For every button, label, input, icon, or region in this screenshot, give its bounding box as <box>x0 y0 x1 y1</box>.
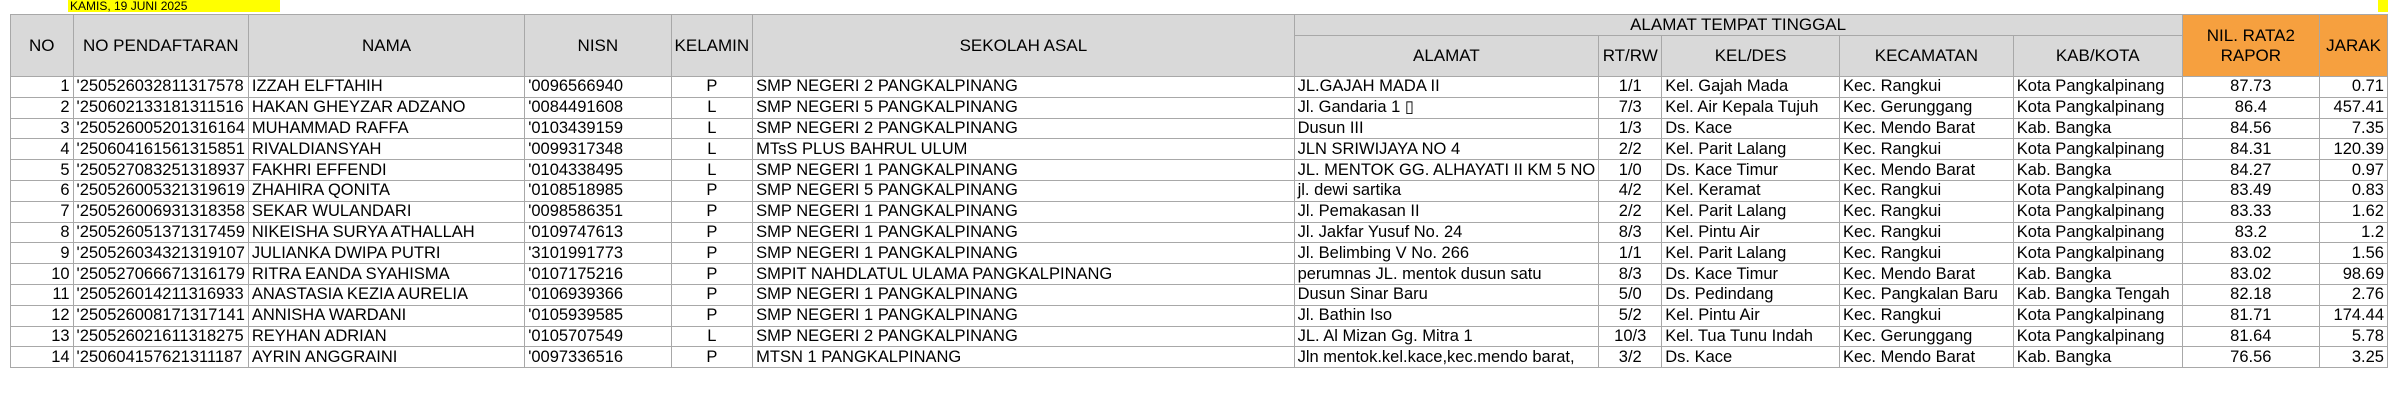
table-row <box>11 243 2388 264</box>
cell-nisn[interactable]: '0104338495 <box>525 160 671 181</box>
cell-nilai-rapor[interactable]: 84.27 <box>2182 160 2319 181</box>
table-row <box>11 118 2388 139</box>
table-row <box>11 160 2388 181</box>
cell-nama[interactable]: ANASTASIA KEZIA AURELIA <box>248 284 524 305</box>
cell-kelamin[interactable]: L <box>671 160 753 181</box>
cell-nilai-rapor[interactable]: 86.4 <box>2182 97 2319 118</box>
cell-alamat[interactable]: Dusun Sinar Baru <box>1294 284 1599 305</box>
header-nilai-line1: NIL. RATA2 <box>2206 25 2295 45</box>
header-nama[interactable]: NAMA <box>248 15 524 77</box>
table-row <box>11 264 2388 285</box>
cell-jarak[interactable]: 120.39 <box>2320 139 2388 160</box>
highlight-cell[interactable] <box>2378 0 2388 12</box>
cell-kel-des[interactable]: Kel. Tua Tunu Indah <box>1662 326 1840 347</box>
cell-kab-kota[interactable]: Kab. Bangka Tengah <box>2013 284 2182 305</box>
cell-sekolah-asal[interactable]: SMP NEGERI 1 PANGKALPINANG <box>753 305 1294 326</box>
header-nilai-line2: RAPOR <box>2220 45 2282 65</box>
header-nilai-rapor[interactable] <box>2182 15 2319 77</box>
header-nisn[interactable]: NISN <box>525 15 671 77</box>
cell-alamat[interactable]: JL. Al Mizan Gg. Mitra 1 <box>1294 326 1599 347</box>
table-row <box>11 180 2388 201</box>
cell-kelamin[interactable]: L <box>671 118 753 139</box>
cell-kab-kota[interactable]: Kab. Bangka <box>2013 264 2182 285</box>
cell-kel-des[interactable]: Ds. Pedindang <box>1662 284 1840 305</box>
table-row <box>11 201 2388 222</box>
cell-kecamatan[interactable]: Kec. Rangkui <box>1839 305 2013 326</box>
table-row <box>11 77 2388 98</box>
cell-rt-rw[interactable]: 7/3 <box>1599 97 1662 118</box>
cell-kecamatan[interactable]: Kec. Rangkui <box>1839 180 2013 201</box>
header-alamat-group[interactable]: ALAMAT TEMPAT TINGGAL <box>1294 15 2182 36</box>
cell-sekolah-asal[interactable]: SMP NEGERI 1 PANGKALPINANG <box>753 222 1294 243</box>
cell-kab-kota[interactable]: Kota Pangkalpinang <box>2013 201 2182 222</box>
cell-no[interactable]: 3 <box>11 118 74 139</box>
cell-kelamin[interactable]: L <box>671 139 753 160</box>
cell-no[interactable]: 10 <box>11 264 74 285</box>
cell-no-pendaftaran[interactable]: '250526005321319619 <box>73 180 248 201</box>
cell-nilai-rapor[interactable]: 81.64 <box>2182 326 2319 347</box>
cell-rt-rw[interactable]: 3/2 <box>1599 347 1662 368</box>
cell-kelamin[interactable]: P <box>671 347 753 368</box>
cell-kab-kota[interactable]: Kota Pangkalpinang <box>2013 305 2182 326</box>
cell-alamat[interactable]: Jl. Pemakasan II <box>1294 201 1599 222</box>
cell-rt-rw[interactable]: 2/2 <box>1599 139 1662 160</box>
cell-kab-kota[interactable]: Kota Pangkalpinang <box>2013 180 2182 201</box>
cell-jarak[interactable]: 1.2 <box>2320 222 2388 243</box>
cell-jarak[interactable]: 7.35 <box>2320 118 2388 139</box>
cell-jarak[interactable]: 1.62 <box>2320 201 2388 222</box>
cell-sekolah-asal[interactable]: SMP NEGERI 2 PANGKALPINANG <box>753 118 1294 139</box>
cell-no[interactable]: 1 <box>11 77 74 98</box>
cell-no[interactable]: 7 <box>11 201 74 222</box>
cell-kecamatan[interactable]: Kec. Rangkui <box>1839 139 2013 160</box>
cell-kab-kota[interactable]: Kota Pangkalpinang <box>2013 97 2182 118</box>
cell-kel-des[interactable]: Kel. Gajah Mada <box>1662 77 1840 98</box>
cell-kel-des[interactable]: Kel. Air Kepala Tujuh <box>1662 97 1840 118</box>
cell-kel-des[interactable]: Ds. Kace Timur <box>1662 264 1840 285</box>
cell-no-pendaftaran[interactable]: '250526014211316933 <box>73 284 248 305</box>
cell-nisn[interactable]: '0108518985 <box>525 180 671 201</box>
cell-nisn[interactable]: '0105707549 <box>525 326 671 347</box>
header-rt-rw[interactable]: RT/RW <box>1599 36 1662 77</box>
cell-rt-rw[interactable]: 10/3 <box>1599 326 1662 347</box>
cell-alamat[interactable]: JL. MENTOK GG. ALHAYATI II KM 5 NO <box>1294 160 1599 181</box>
cell-sekolah-asal[interactable]: SMP NEGERI 1 PANGKALPINANG <box>753 243 1294 264</box>
cell-jarak[interactable]: 174.44 <box>2320 305 2388 326</box>
cell-jarak[interactable]: 3.25 <box>2320 347 2388 368</box>
cell-kelamin[interactable]: P <box>671 264 753 285</box>
top-row <box>0 0 2388 14</box>
cell-nisn[interactable]: '0098586351 <box>525 201 671 222</box>
cell-jarak[interactable]: 0.83 <box>2320 180 2388 201</box>
cell-nilai-rapor[interactable]: 83.02 <box>2182 264 2319 285</box>
cell-kelamin[interactable]: P <box>671 77 753 98</box>
header-kab-kota[interactable]: KAB/KOTA <box>2013 36 2182 77</box>
cell-nisn[interactable]: '0109747613 <box>525 222 671 243</box>
cell-nilai-rapor[interactable]: 83.49 <box>2182 180 2319 201</box>
table-row <box>11 326 2388 347</box>
cell-kel-des[interactable]: Kel. Pintu Air <box>1662 305 1840 326</box>
cell-no[interactable]: 4 <box>11 139 74 160</box>
cell-kel-des[interactable]: Ds. Kace Timur <box>1662 160 1840 181</box>
cell-jarak[interactable]: 0.97 <box>2320 160 2388 181</box>
cell-kab-kota[interactable]: Kota Pangkalpinang <box>2013 139 2182 160</box>
cell-sekolah-asal[interactable]: SMP NEGERI 2 PANGKALPINANG <box>753 326 1294 347</box>
header-kelamin[interactable]: KELAMIN <box>671 15 753 77</box>
cell-nilai-rapor[interactable]: 81.71 <box>2182 305 2319 326</box>
cell-nama[interactable]: MUHAMMAD RAFFA <box>248 118 524 139</box>
cell-sekolah-asal[interactable]: SMP NEGERI 1 PANGKALPINANG <box>753 201 1294 222</box>
cell-sekolah-asal[interactable]: SMP NEGERI 2 PANGKALPINANG <box>753 77 1294 98</box>
cell-kecamatan[interactable]: Kec. Mendo Barat <box>1839 347 2013 368</box>
cell-no-pendaftaran[interactable]: '250527083251318937 <box>73 160 248 181</box>
cell-jarak[interactable]: 5.78 <box>2320 326 2388 347</box>
header-no-pendaftaran[interactable]: NO PENDAFTARAN <box>73 15 248 77</box>
cell-sekolah-asal[interactable]: MTSN 1 PANGKALPINANG <box>753 347 1294 368</box>
cell-nilai-rapor[interactable]: 84.56 <box>2182 118 2319 139</box>
cell-nama[interactable]: RITRA EANDA SYAHISMA <box>248 264 524 285</box>
cell-rt-rw[interactable]: 1/0 <box>1599 160 1662 181</box>
cell-nama[interactable]: FAKHRI EFFENDI <box>248 160 524 181</box>
cell-sekolah-asal[interactable]: SMPIT NAHDLATUL ULAMA PANGKALPINANG <box>753 264 1294 285</box>
header-kecamatan[interactable]: KECAMATAN <box>1839 36 2013 77</box>
student-table <box>10 14 2388 368</box>
cell-alamat[interactable]: jl. dewi sartika <box>1294 180 1599 201</box>
table-row <box>11 222 2388 243</box>
cell-alamat[interactable]: JL.GAJAH MADA II <box>1294 77 1599 98</box>
cell-rt-rw[interactable]: 4/2 <box>1599 180 1662 201</box>
cell-kecamatan[interactable]: Kec. Pangkalan Baru <box>1839 284 2013 305</box>
cell-kab-kota[interactable]: Kota Pangkalpinang <box>2013 243 2182 264</box>
cell-nisn[interactable]: '0097336516 <box>525 347 671 368</box>
cell-kel-des[interactable]: Kel. Parit Lalang <box>1662 243 1840 264</box>
cell-no[interactable]: 8 <box>11 222 74 243</box>
cell-kel-des[interactable]: Kel. Pintu Air <box>1662 222 1840 243</box>
cell-sekolah-asal[interactable]: SMP NEGERI 1 PANGKALPINANG <box>753 284 1294 305</box>
cell-nisn[interactable]: '3101991773 <box>525 243 671 264</box>
cell-kecamatan[interactable]: Kec. Mendo Barat <box>1839 118 2013 139</box>
cell-alamat[interactable]: perumnas JL. mentok dusun satu <box>1294 264 1599 285</box>
header-sekolah-asal[interactable]: SEKOLAH ASAL <box>753 15 1294 77</box>
cell-nilai-rapor[interactable]: 83.02 <box>2182 243 2319 264</box>
cell-no-pendaftaran[interactable]: '250604161561315851 <box>73 139 248 160</box>
cell-kelamin[interactable]: P <box>671 222 753 243</box>
cell-no-pendaftaran[interactable]: '250526034321319107 <box>73 243 248 264</box>
cell-nisn[interactable]: '0106939366 <box>525 284 671 305</box>
date-cell[interactable]: KAMIS, 19 JUNI 2025 <box>68 0 280 12</box>
cell-alamat[interactable]: Jl. Jakfar Yusuf No. 24 <box>1294 222 1599 243</box>
cell-nilai-rapor[interactable]: 83.2 <box>2182 222 2319 243</box>
cell-nisn[interactable]: '0103439159 <box>525 118 671 139</box>
header-kel-des[interactable]: KEL/DES <box>1662 36 1840 77</box>
cell-rt-rw[interactable]: 5/0 <box>1599 284 1662 305</box>
cell-no-pendaftaran[interactable]: '250526032811317578 <box>73 77 248 98</box>
cell-no[interactable]: 11 <box>11 284 74 305</box>
cell-no[interactable]: 5 <box>11 160 74 181</box>
cell-sekolah-asal[interactable]: SMP NEGERI 1 PANGKALPINANG <box>753 160 1294 181</box>
cell-nilai-rapor[interactable]: 84.31 <box>2182 139 2319 160</box>
cell-alamat[interactable]: JLN SRIWIJAYA NO 4 <box>1294 139 1599 160</box>
header-alamat[interactable]: ALAMAT <box>1294 36 1599 77</box>
cell-nama[interactable]: JULIANKA DWIPA PUTRI <box>248 243 524 264</box>
header-jarak[interactable]: JARAK <box>2320 15 2388 77</box>
cell-no[interactable]: 14 <box>11 347 74 368</box>
cell-rt-rw[interactable]: 1/1 <box>1599 77 1662 98</box>
cell-nisn[interactable]: '0099317348 <box>525 139 671 160</box>
cell-no[interactable]: 9 <box>11 243 74 264</box>
cell-no[interactable]: 2 <box>11 97 74 118</box>
table-row <box>11 97 2388 118</box>
cell-nama[interactable]: NIKEISHA SURYA ATHALLAH <box>248 222 524 243</box>
cell-sekolah-asal[interactable]: MTsS PLUS BAHRUL ULUM <box>753 139 1294 160</box>
cell-nilai-rapor[interactable]: 76.56 <box>2182 347 2319 368</box>
cell-rt-rw[interactable]: 1/3 <box>1599 118 1662 139</box>
cell-kab-kota[interactable]: Kota Pangkalpinang <box>2013 222 2182 243</box>
cell-no-pendaftaran[interactable]: '250526021611318275 <box>73 326 248 347</box>
cell-nama[interactable]: AYRIN ANGGRAINI <box>248 347 524 368</box>
cell-nama[interactable]: SEKAR WULANDARI <box>248 201 524 222</box>
cell-kel-des[interactable]: Kel. Keramat <box>1662 180 1840 201</box>
cell-nama[interactable]: IZZAH ELFTAHIH <box>248 77 524 98</box>
cell-nisn[interactable]: '0105939585 <box>525 305 671 326</box>
cell-kecamatan[interactable]: Kec. Gerunggang <box>1839 97 2013 118</box>
cell-nama[interactable]: ZHAHIRA QONITA <box>248 180 524 201</box>
cell-kelamin[interactable]: P <box>671 201 753 222</box>
cell-kecamatan[interactable]: Kec. Gerunggang <box>1839 326 2013 347</box>
cell-kecamatan[interactable]: Kec. Mendo Barat <box>1839 264 2013 285</box>
cell-alamat[interactable]: Jl. Belimbing V No. 266 <box>1294 243 1599 264</box>
cell-kab-kota[interactable]: Kab. Bangka <box>2013 160 2182 181</box>
cell-kelamin[interactable]: L <box>671 326 753 347</box>
cell-kelamin[interactable]: L <box>671 97 753 118</box>
cell-kel-des[interactable]: Ds. Kace <box>1662 118 1840 139</box>
cell-alamat[interactable]: Jl. Gandaria 1 ▯ <box>1294 97 1599 118</box>
cell-kel-des[interactable]: Ds. Kace <box>1662 347 1840 368</box>
cell-kecamatan[interactable]: Kec. Mendo Barat <box>1839 160 2013 181</box>
cell-kecamatan[interactable]: Kec. Rangkui <box>1839 243 2013 264</box>
cell-no[interactable]: 6 <box>11 180 74 201</box>
cell-no-pendaftaran[interactable]: '250526005201316164 <box>73 118 248 139</box>
cell-kel-des[interactable]: Kel. Parit Lalang <box>1662 139 1840 160</box>
cell-no-pendaftaran[interactable]: '250526051371317459 <box>73 222 248 243</box>
cell-kab-kota[interactable]: Kota Pangkalpinang <box>2013 326 2182 347</box>
cell-kecamatan[interactable]: Kec. Rangkui <box>1839 201 2013 222</box>
cell-rt-rw[interactable]: 8/3 <box>1599 264 1662 285</box>
cell-no-pendaftaran[interactable]: '250527066671316179 <box>73 264 248 285</box>
header-no[interactable]: NO <box>11 15 74 77</box>
cell-jarak[interactable]: 457.41 <box>2320 97 2388 118</box>
cell-no-pendaftaran[interactable]: '250604157621311187 <box>73 347 248 368</box>
cell-alamat[interactable]: Dusun III <box>1294 118 1599 139</box>
cell-alamat[interactable]: Jln mentok.kel.kace,kec.mendo barat, <box>1294 347 1599 368</box>
cell-kab-kota[interactable]: Kota Pangkalpinang <box>2013 77 2182 98</box>
cell-kel-des[interactable]: Kel. Parit Lalang <box>1662 201 1840 222</box>
cell-jarak[interactable]: 1.56 <box>2320 243 2388 264</box>
cell-nama[interactable]: HAKAN GHEYZAR ADZANO <box>248 97 524 118</box>
cell-no-pendaftaran[interactable]: '250526006931318358 <box>73 201 248 222</box>
cell-nilai-rapor[interactable]: 83.33 <box>2182 201 2319 222</box>
cell-rt-rw[interactable]: 1/1 <box>1599 243 1662 264</box>
cell-nilai-rapor[interactable]: 82.18 <box>2182 284 2319 305</box>
cell-nama[interactable]: REYHAN ADRIAN <box>248 326 524 347</box>
cell-kecamatan[interactable]: Kec. Rangkui <box>1839 222 2013 243</box>
cell-jarak[interactable]: 98.69 <box>2320 264 2388 285</box>
table-body <box>11 77 2388 368</box>
cell-no-pendaftaran[interactable]: '250602133181311516 <box>73 97 248 118</box>
cell-kelamin[interactable]: P <box>671 305 753 326</box>
table-row <box>11 139 2388 160</box>
cell-kab-kota[interactable]: Kab. Bangka <box>2013 347 2182 368</box>
cell-sekolah-asal[interactable]: SMP NEGERI 5 PANGKALPINANG <box>753 97 1294 118</box>
cell-jarak[interactable]: 2.76 <box>2320 284 2388 305</box>
cell-kecamatan[interactable]: Kec. Rangkui <box>1839 77 2013 98</box>
cell-sekolah-asal[interactable]: SMP NEGERI 5 PANGKALPINANG <box>753 180 1294 201</box>
cell-no[interactable]: 12 <box>11 305 74 326</box>
cell-nilai-rapor[interactable]: 87.73 <box>2182 77 2319 98</box>
cell-kab-kota[interactable]: Kab. Bangka <box>2013 118 2182 139</box>
table-row <box>11 284 2388 305</box>
cell-kelamin[interactable]: P <box>671 284 753 305</box>
cell-nama[interactable]: ANNISHA WARDANI <box>248 305 524 326</box>
cell-rt-rw[interactable]: 2/2 <box>1599 201 1662 222</box>
table-row <box>11 305 2388 326</box>
cell-jarak[interactable]: 0.71 <box>2320 77 2388 98</box>
cell-alamat[interactable]: Jl. Bathin Iso <box>1294 305 1599 326</box>
cell-nisn[interactable]: '0107175216 <box>525 264 671 285</box>
cell-nisn[interactable]: '0084491608 <box>525 97 671 118</box>
cell-no-pendaftaran[interactable]: '250526008171317141 <box>73 305 248 326</box>
table-row <box>11 347 2388 368</box>
cell-nisn[interactable]: '0096566940 <box>525 77 671 98</box>
cell-nama[interactable]: RIVALDIANSYAH <box>248 139 524 160</box>
cell-kelamin[interactable]: P <box>671 243 753 264</box>
cell-kelamin[interactable]: P <box>671 180 753 201</box>
cell-no[interactable]: 13 <box>11 326 74 347</box>
cell-rt-rw[interactable]: 5/2 <box>1599 305 1662 326</box>
cell-rt-rw[interactable]: 8/3 <box>1599 222 1662 243</box>
